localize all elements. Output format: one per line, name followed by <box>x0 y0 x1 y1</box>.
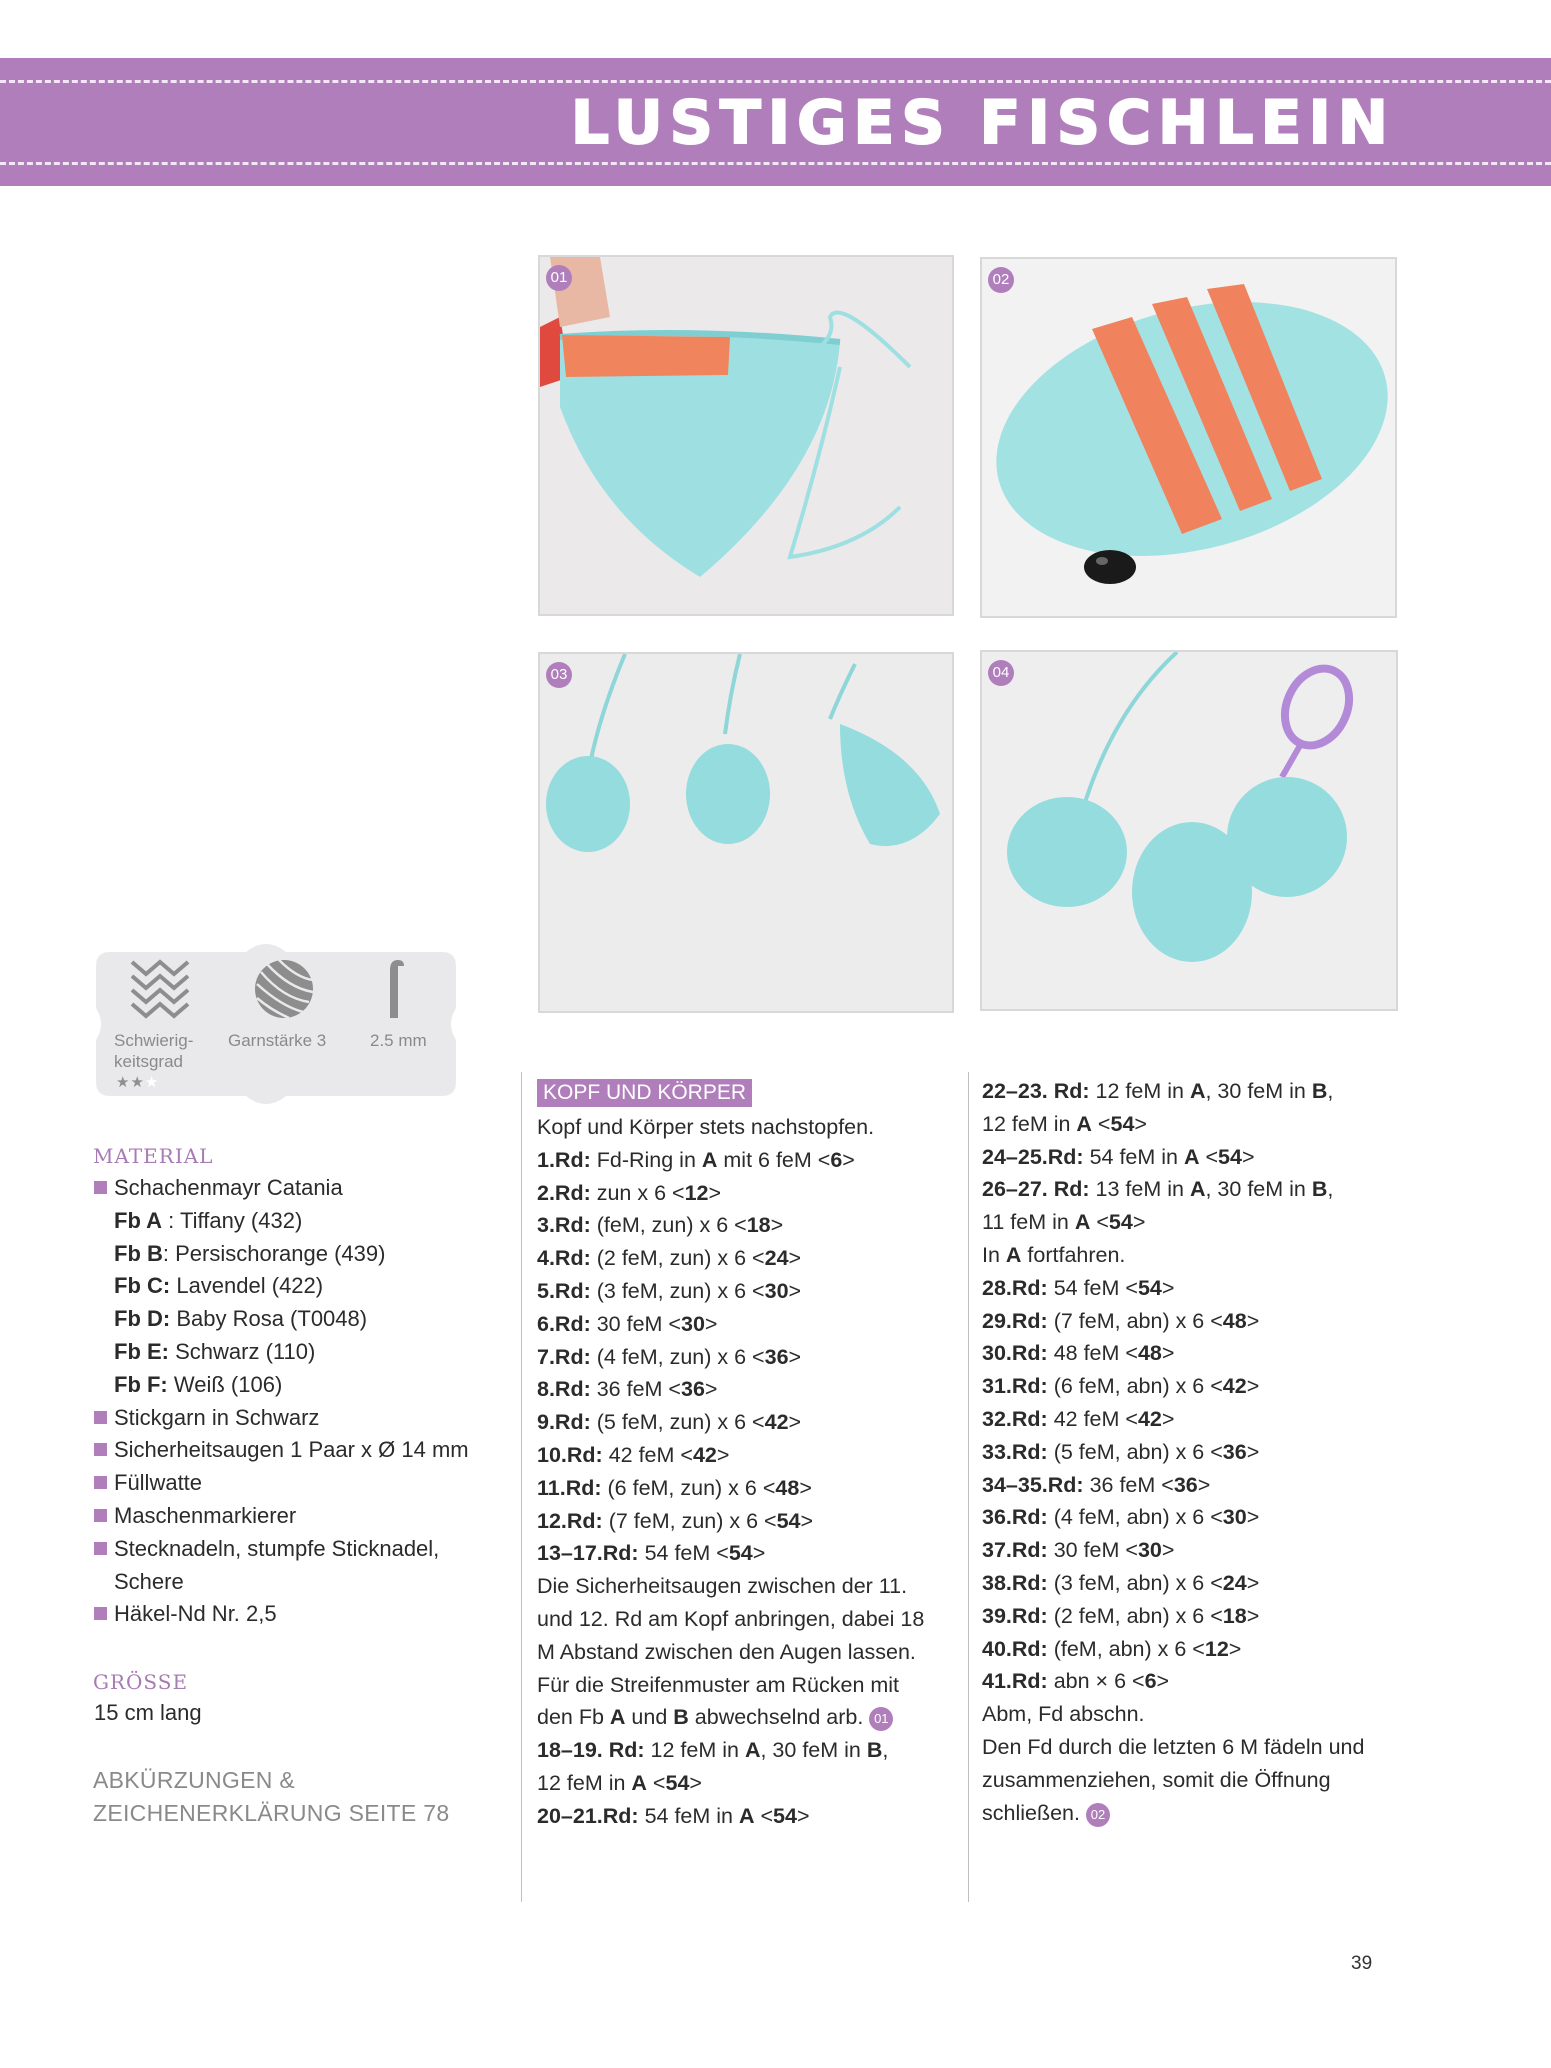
abbreviations-reference <box>93 1764 449 1830</box>
page-number: 39 <box>1351 1953 1373 1974</box>
instruction-text: zusammenziehen, somit die Öffnung <box>982 1767 1331 1792</box>
instruction-text: Die Sicherheitsaugen zwischen der 11. <box>537 1574 908 1599</box>
photo-reference-badge: 01 <box>869 1707 893 1731</box>
material-item: Maschenmarkierer <box>94 1500 494 1533</box>
instruction-round: 2.Rd: zun x 6 <12> <box>537 1180 722 1205</box>
material-item: Sicherheitsaugen 1 Paar x Ø 14 mm <box>94 1434 494 1467</box>
banner-stitch-top <box>0 80 1551 83</box>
instruction-round: 38.Rd: (3 feM, abn) x 6 <24> <box>982 1570 1260 1595</box>
header-banner <box>0 58 1551 186</box>
material-color-row: Fb B: Persischorange (439) <box>114 1240 386 1266</box>
instruction-text: schließen. 02 <box>982 1797 1364 1830</box>
instruction-round: 40.Rd: (feM, abn) x 6 <12> <box>982 1636 1242 1661</box>
instructions-column-1 <box>537 1076 924 1833</box>
material-color-row: Fb D: Baby Rosa (T0048) <box>114 1306 368 1332</box>
instruction-round: 29.Rd: (7 feM, abn) x 6 <48> <box>982 1308 1260 1333</box>
material-color-row: Fb A : Tiffany (432) <box>114 1207 303 1233</box>
instruction-round: 26–27. Rd: 13 feM in A, 30 feM in B, <box>982 1177 1334 1202</box>
column-divider-right <box>968 1072 969 1902</box>
instruction-round: 28.Rd: 54 feM <54> <box>982 1275 1175 1300</box>
section-title-badge: KOPF UND KÖRPER <box>537 1079 752 1107</box>
instruction-text: In A fortfahren. <box>982 1242 1126 1267</box>
instruction-round: 1.Rd: Fd-Ring in A mit 6 feM <6> <box>537 1147 855 1172</box>
abbreviations-line1: ABKÜRZUNGEN & <box>93 1767 295 1793</box>
photo-04 <box>980 650 1398 1011</box>
material-color-row: Fb F: Weiß (106) <box>114 1371 283 1397</box>
material-item: Füllwatte <box>94 1467 494 1500</box>
material-color-row: Fb C: Lavendel (422) <box>114 1273 324 1299</box>
material-item-continued: Schere <box>114 1568 184 1594</box>
difficulty-knit-icon <box>128 956 192 1020</box>
instruction-round: 12 feM in A <54> <box>982 1111 1147 1136</box>
instruction-round: 13–17.Rd: 54 feM <54> <box>537 1541 766 1566</box>
instruction-intro: Kopf und Körper stets nachstopfen. <box>537 1115 875 1139</box>
instruction-text: Den Fd durch die letzten 6 M fädeln und <box>982 1734 1365 1759</box>
instruction-round: 39.Rd: (2 feM, abn) x 6 <18> <box>982 1603 1260 1628</box>
instruction-round: 18–19. Rd: 12 feM in A, 30 feM in B, <box>537 1738 889 1763</box>
instruction-round: 3.Rd: (feM, zun) x 6 <18> <box>537 1213 784 1238</box>
instruction-round: 20–21.Rd: 54 feM in A <54> <box>537 1803 810 1828</box>
hook-size-label: 2.5 mm <box>370 1031 427 1050</box>
size-heading: GRÖSSE <box>93 1670 189 1694</box>
material-item: Häkel-Nd Nr. 2,5 <box>94 1598 494 1631</box>
difficulty-label-line2: keitsgrad <box>114 1052 183 1071</box>
photo-number-badge: 04 <box>988 660 1014 686</box>
photo-number-badge: 03 <box>546 662 572 688</box>
stars-empty: ★ <box>144 1074 160 1091</box>
material-list <box>94 1172 494 1631</box>
instruction-round: 36.Rd: (4 feM, abn) x 6 <30> <box>982 1505 1260 1530</box>
instruction-round: 34–35.Rd: 36 feM <36> <box>982 1472 1211 1497</box>
material-yarn: Schachenmayr Catania <box>94 1172 494 1205</box>
instruction-text: Für die Streifenmuster am Rücken mit <box>537 1672 900 1697</box>
instruction-round: 11 feM in A <54> <box>982 1210 1146 1235</box>
difficulty-stars <box>116 1073 159 1091</box>
photo-02-illustration <box>982 259 1395 616</box>
instruction-text: den Fb A und B abwechselnd arb. 01 <box>537 1701 924 1734</box>
instruction-round: 31.Rd: (6 feM, abn) x 6 <42> <box>982 1374 1260 1399</box>
instruction-text: und 12. Rd am Kopf anbringen, dabei 18 <box>537 1606 925 1631</box>
crochet-hook-icon <box>380 958 410 1020</box>
photo-02 <box>980 257 1397 618</box>
instruction-round: 6.Rd: 30 feM <30> <box>537 1311 718 1336</box>
instruction-round: 12.Rd: (7 feM, zun) x 6 <54> <box>537 1508 814 1533</box>
abbreviations-line2: ZEICHENERKLÄRUNG SEITE 78 <box>93 1800 450 1826</box>
page-title: LUSTIGES FISCHLEIN <box>570 88 1395 158</box>
photo-01 <box>538 255 954 616</box>
column-divider-left <box>521 1072 522 1902</box>
instruction-round: 24–25.Rd: 54 feM in A <54> <box>982 1144 1255 1169</box>
photo-03 <box>538 652 954 1013</box>
instruction-round: 32.Rd: 42 feM <42> <box>982 1406 1175 1431</box>
material-color-row: Fb E: Schwarz (110) <box>114 1338 316 1364</box>
instruction-round: 30.Rd: 48 feM <48> <box>982 1341 1175 1366</box>
material-item: Stickgarn in Schwarz <box>94 1402 494 1435</box>
instruction-round: 10.Rd: 42 feM <42> <box>537 1442 730 1467</box>
instruction-round: 8.Rd: 36 feM <36> <box>537 1377 718 1402</box>
instruction-round: 37.Rd: 30 feM <30> <box>982 1538 1175 1563</box>
instruction-round: 4.Rd: (2 feM, zun) x 6 <24> <box>537 1246 802 1271</box>
photo-reference-badge: 02 <box>1086 1803 1110 1827</box>
instruction-round: 11.Rd: (6 feM, zun) x 6 <48> <box>537 1475 812 1500</box>
difficulty-label-line1: Schwierig- <box>114 1031 194 1050</box>
difficulty-label <box>114 1030 193 1072</box>
size-value: 15 cm lang <box>94 1700 202 1725</box>
yarn-weight-label: Garnstärke 3 <box>228 1031 327 1050</box>
photo-03-illustration <box>540 654 952 1011</box>
instruction-round: 7.Rd: (4 feM, zun) x 6 <36> <box>537 1344 802 1369</box>
yarn-ball-icon <box>253 958 315 1020</box>
stars-filled: ★★ <box>116 1074 145 1091</box>
instruction-round: 9.Rd: (5 feM, zun) x 6 <42> <box>537 1410 802 1435</box>
instruction-text: M Abstand zwischen den Augen lassen. <box>537 1639 916 1664</box>
photo-number-badge: 01 <box>546 265 572 291</box>
material-heading: MATERIAL <box>93 1144 214 1168</box>
instruction-round: 33.Rd: (5 feM, abn) x 6 <36> <box>982 1439 1260 1464</box>
banner-stitch-bottom <box>0 162 1551 165</box>
photo-04-illustration <box>982 652 1396 1009</box>
material-item: Stecknadeln, stumpfe Sticknadel, <box>94 1533 494 1566</box>
instruction-round: 22–23. Rd: 12 feM in A, 30 feM in B, <box>982 1079 1334 1103</box>
instructions-column-2 <box>982 1075 1364 1829</box>
instruction-text: Abm, Fd abschn. <box>982 1702 1145 1727</box>
instruction-round: 41.Rd: abn × 6 <6> <box>982 1669 1170 1694</box>
photo-01-illustration <box>540 257 952 614</box>
instruction-round: 12 feM in A <54> <box>537 1770 702 1795</box>
instruction-round: 5.Rd: (3 feM, zun) x 6 <30> <box>537 1278 802 1303</box>
photo-number-badge: 02 <box>988 267 1014 293</box>
